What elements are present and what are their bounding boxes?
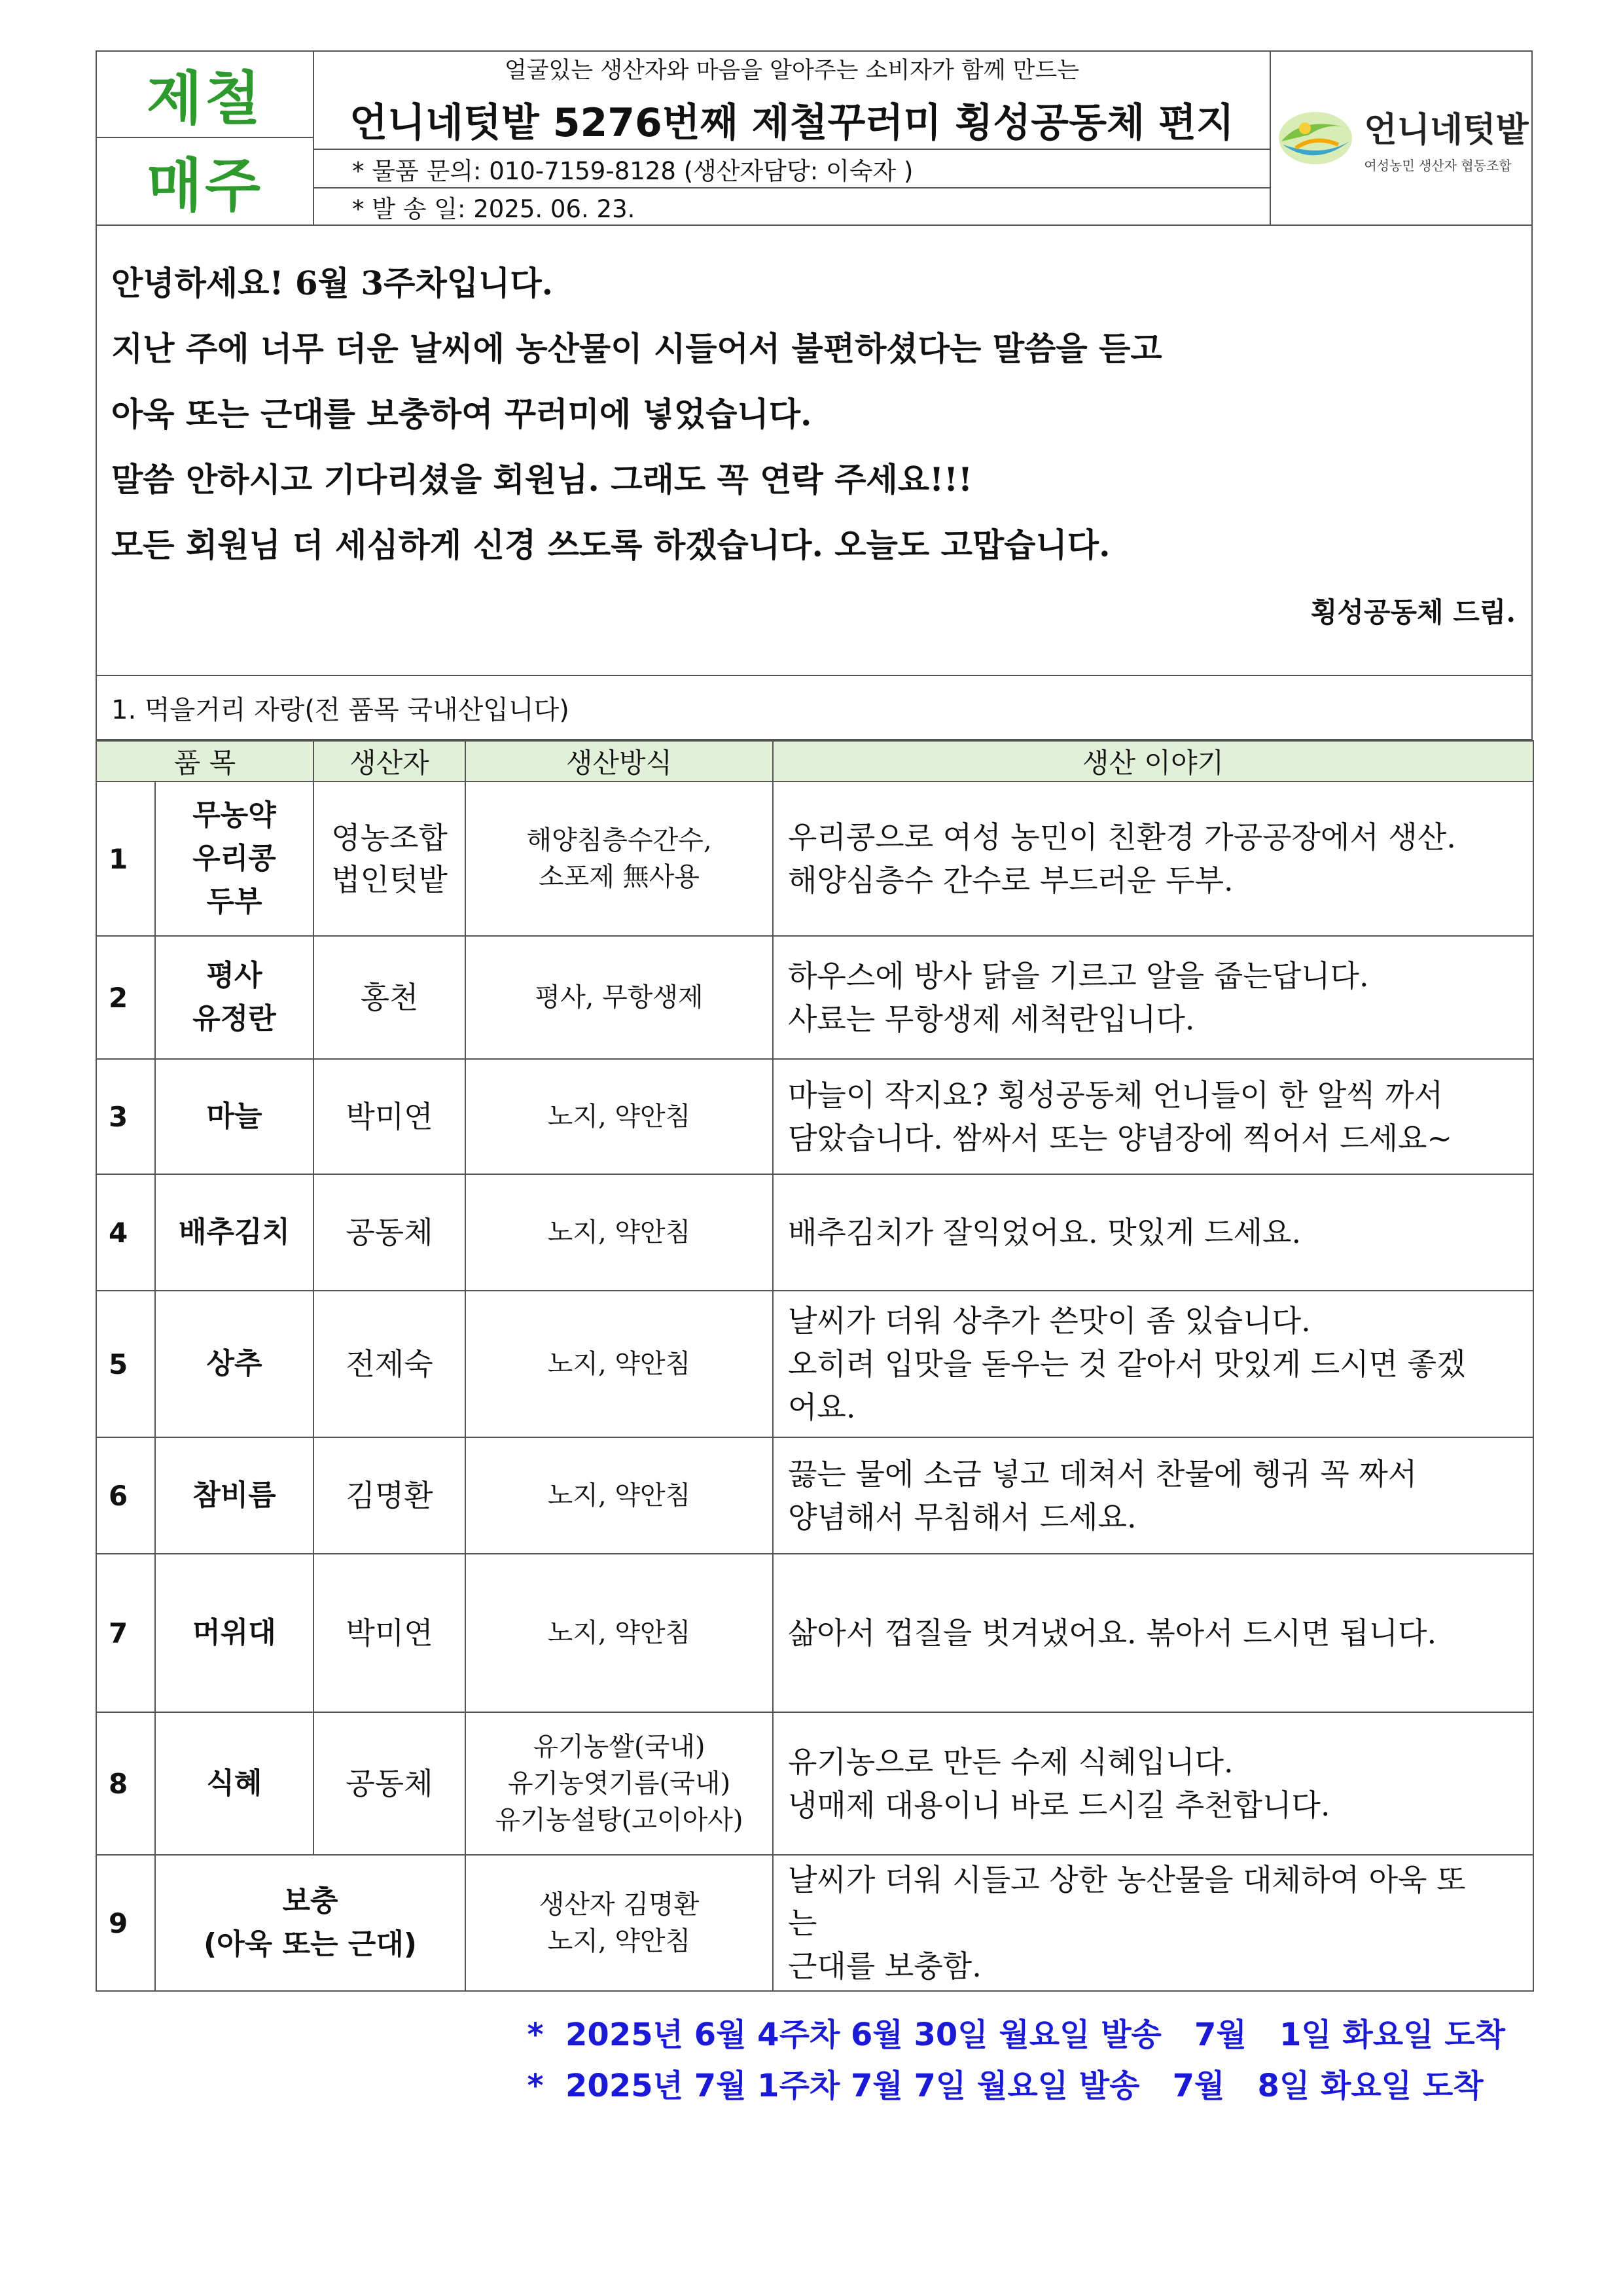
row-number: 9 [96, 1855, 155, 1991]
header [96, 50, 1533, 226]
story: 마늘이 작지요? 횡성공동체 언니들이 한 알씩 까서 담았습니다. 쌈싸서 또는 양념장에 찍어서 드세요~ [773, 1059, 1533, 1174]
row-number: 3 [96, 1059, 155, 1174]
producer: 김명환 [313, 1437, 465, 1554]
header-method: 생산방식 [465, 741, 773, 781]
method: 노지, 약안침 [465, 1554, 773, 1712]
table-row [96, 1855, 1533, 1991]
logo [1271, 52, 1534, 224]
story: 끓는 물에 소금 넣고 데쳐서 찬물에 헹궈 꼭 짜서 양념해서 무침해서 드세요. [773, 1437, 1533, 1554]
row-number: 8 [96, 1712, 155, 1855]
row-number: 6 [96, 1437, 155, 1554]
logo-name: 언니네텃밭 [1364, 111, 1529, 150]
table-row [96, 1174, 1533, 1291]
story: 우리콩으로 여성 농민이 친환경 가공공장에서 생산. 해양심층수 간수로 부드러운 두부. [773, 781, 1533, 936]
row-number: 1 [96, 781, 155, 936]
producer: 영농조합 법인텃밭 [313, 781, 465, 936]
method: 평사, 무항생제 [465, 936, 773, 1059]
producer: 공동체 [313, 1174, 465, 1291]
producer: 박미연 [313, 1554, 465, 1712]
section-title: 1. 먹을거리 자랑(전 품목 국내산입니다) [96, 676, 1533, 740]
letter-line-1: 안녕하세요! 6월 3주차입니다. [111, 264, 554, 302]
tagline: 얼굴있는 생산자와 마음을 알아주는 소비자가 함께 만드는 [504, 58, 1080, 84]
letter-line-2: 지난 주에 너무 더운 날씨에 농산물이 시들어서 불편하셨다는 말씀을 듣고 [111, 329, 1162, 368]
logo-subtitle: 여성농민 생산자 협동조합 [1364, 158, 1512, 173]
method: 노지, 약안침 [465, 1174, 773, 1291]
item-name: 보충 (아욱 또는 근대) [155, 1855, 465, 1991]
letter-line-5: 모든 회원님 더 세심하게 신경 쓰도록 하겠습니다. 오늘도 고맙습니다. [111, 526, 1111, 564]
table-row [96, 936, 1533, 1059]
table-row [96, 781, 1533, 936]
logo-emblem-icon [1276, 109, 1355, 168]
method: 노지, 약안침 [465, 1059, 773, 1174]
story: 날씨가 더워 시들고 상한 농산물을 대체하여 아욱 또 는 근대를 보충함. [773, 1855, 1533, 1991]
header-title-block [314, 52, 1270, 150]
season-label-bottom: 매주 [146, 152, 264, 219]
story: 날씨가 더워 상추가 쓴맛이 좀 있습니다. 오히려 입맛을 돋우는 것 같아서 맛있게 드시면 좋겠 어요. [773, 1291, 1533, 1437]
story: 하우스에 방사 닭을 기르고 알을 줍는답니다. 사료는 무항생제 세척란입니다. [773, 936, 1533, 1059]
producer: 홍천 [313, 936, 465, 1059]
item-name: 상추 [155, 1291, 313, 1437]
table-row [96, 1554, 1533, 1712]
table-row [96, 1437, 1533, 1554]
method: 노지, 약안침 [465, 1291, 773, 1437]
method: 생산자 김명환 노지, 약안침 [465, 1855, 773, 1991]
header-producer: 생산자 [313, 741, 465, 781]
item-name: 참비름 [155, 1437, 313, 1554]
table-header-row [96, 741, 1533, 781]
item-name: 마늘 [155, 1059, 313, 1174]
producer: 전제숙 [313, 1291, 465, 1437]
sent-date-line: * 발 송 일: 2025. 06. 23. [352, 194, 635, 223]
signature: 횡성공동체 드림. [1310, 596, 1516, 628]
row-number: 4 [96, 1174, 155, 1291]
letter-line-3: 아욱 또는 근대를 보충하여 꾸러미에 넣었습니다. [111, 395, 812, 433]
delivery-note: * 2025년 7월 1주차 7월 7일 월요일 발송 7월 8일 화요일 도착 [527, 2068, 1484, 2104]
method: 노지, 약안침 [465, 1437, 773, 1554]
delivery-notes [527, 2009, 1506, 2111]
row-number: 2 [96, 936, 155, 1059]
table-row [96, 1059, 1533, 1174]
table-row [96, 1291, 1533, 1437]
story: 유기농으로 만든 수제 식혜입니다. 냉매제 대용이니 바로 드시길 추천합니다. [773, 1712, 1533, 1855]
contact-line: * 물품 문의: 010-7159-8128 (생산자담당: 이숙자 ) [314, 150, 1270, 188]
item-name: 평사 유정란 [155, 936, 313, 1059]
letter-body [96, 226, 1533, 676]
page-title: 언니네텃밭 5276번째 제철꾸러미 횡성공동체 편지 [349, 100, 1234, 146]
delivery-note: * 2025년 6월 4주차 6월 30일 월요일 발송 7월 1일 화요일 도착 [527, 2017, 1505, 2053]
story: 삶아서 껍질을 벗겨냈어요. 볶아서 드시면 됩니다. [773, 1554, 1533, 1712]
item-name: 무농약 우리콩 두부 [155, 781, 313, 936]
letter-frame [96, 50, 1533, 1992]
method: 유기농쌀(국내) 유기농엿기름(국내) 유기농설탕(고이아사) [465, 1712, 773, 1855]
header-story: 생산 이야기 [773, 741, 1533, 781]
season-label-top: 제철 [97, 52, 313, 138]
row-number: 7 [96, 1554, 155, 1712]
row-number: 5 [96, 1291, 155, 1437]
header-info [314, 52, 1271, 224]
item-name: 식혜 [155, 1712, 313, 1855]
header-item: 품 목 [96, 741, 313, 781]
producer: 박미연 [313, 1059, 465, 1174]
producer: 공동체 [313, 1712, 465, 1855]
story: 배추김치가 잘익었어요. 맛있게 드세요. [773, 1174, 1533, 1291]
items-table [96, 740, 1534, 1992]
table-row [96, 1712, 1533, 1855]
item-name: 머위대 [155, 1554, 313, 1712]
letter-line-4: 말씀 안하시고 기다리셨을 회원님. 그래도 꼭 연락 주세요!!! [111, 460, 973, 499]
season-label [97, 52, 314, 224]
method: 해양침층수간수, 소포제 無사용 [465, 781, 773, 936]
item-name: 배추김치 [155, 1174, 313, 1291]
